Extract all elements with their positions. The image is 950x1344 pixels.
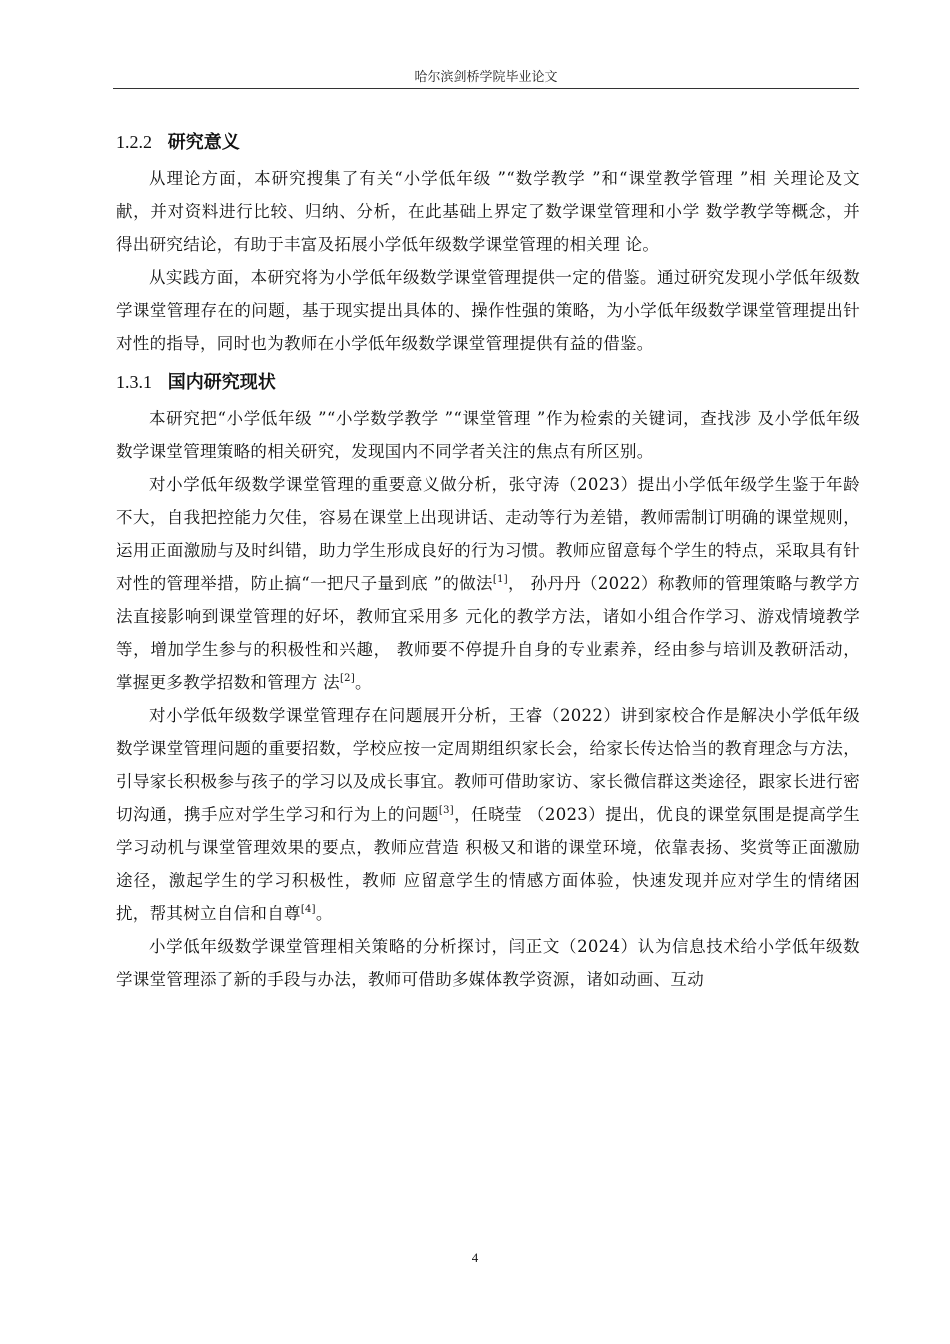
citation-1: [1] (492, 574, 508, 585)
body-content (116, 122, 860, 996)
citation-4: [4] (300, 904, 316, 915)
paragraph-significance (116, 468, 860, 699)
section-title: 国内研究现状 (167, 372, 276, 393)
page-number: 4 (471, 1250, 479, 1265)
section-number: 1.3.1 (116, 372, 152, 392)
paragraph-text: ，任晓莹 （2023）提出，优良的课堂氛围是提高学生学习动机与课堂管理效果的要点，教师应营造 积极又和谐的课堂环境，依靠表扬、奖赏等正面激励途径，激起学生的学习积极性，教师 应留意学生的情感方面体验，快速发现并应对学生的情绪困扰，帮其树立自信和自尊 (116, 805, 860, 923)
section-heading-1-2-2 (116, 122, 860, 162)
paragraph-strategies: 小学低年级数学课堂管理相关策略的分析探讨，闫正文（2024）认为信息技术给小学低年级数学课堂管理添了新的手段与办法，教师可借助多媒体教学资源，诸如动画、互动 (116, 937, 860, 989)
header-rule (113, 88, 859, 89)
section-number: 1.2.2 (116, 132, 152, 152)
paragraph-text: 。 (355, 673, 372, 692)
citation-2: [2] (339, 673, 356, 684)
paragraph-problems (116, 699, 860, 930)
running-header: 哈尔滨剑桥学院毕业论文 (414, 70, 558, 85)
paragraph-theory: 从理论方面，本研究搜集了有关“小学低年级 ”“数学教学 ”和“课堂教学管理 ”相 关理论及文献，并对资料进行比较、归纳、分析，在此基础上界定了数学课堂管理和小学 数学教学等概念，并得出研究结论，有助于丰富及拓展小学低年级数学课堂管理的相关理 论。 (116, 169, 860, 254)
section-heading-1-3-1 (116, 362, 860, 402)
section-title: 研究意义 (167, 132, 240, 153)
paragraph-keywords: 本研究把“小学低年级 ”“小学数学教学 ”“课堂管理 ”作为检索的关键词，查找涉 及小学低年级数学课堂管理策略的相关研究，发现国内不同学者关注的焦点有所区别。 (116, 409, 860, 461)
paragraph-text: 对小学低年级数学课堂管理的重要意义做分析，张守涛（2023）提出小学低年级学生鉴于年龄不大，自我把控能力欠佳，容易在课堂上出现讲话、走动等行为差错，教师需制订明确的课堂规则，运用正面激励与及时纠错，助力学生形成良好的行为习惯。教师应留意每个学生的特点，采取具有针对性的管理举措，防止搞“一把尺子量到底 ”的做法 (116, 475, 860, 593)
citation-3: [3] (438, 805, 454, 816)
paragraph-practice: 从实践方面，本研究将为小学低年级数学课堂管理提供一定的借鉴。通过研究发现小学低年级数学课堂管理存在的问题，基于现实提出具体的、操作性强的策略，为小学低年级数学课堂管理提出针对性的指导，同时也为教师在小学低年级数学课堂管理提供有益的借鉴。 (116, 268, 860, 353)
paragraph-text: ， 孙丹丹（2022）称教师的管理策略与教学方法直接影响到课堂管理的好坏，教师宜采用多 元化的教学方法，诸如小组合作学习、游戏情境教学等，增加学生参与的积极性和兴趣， 教师要不停提升自身的专业素养，经由参与培训及教研活动，掌握更多教学招数和管理方 法 (116, 574, 860, 692)
paragraph-text: 对小学低年级数学课堂管理存在问题展开分析，王睿（2022）讲到家校合作是解决小学低年级数学课堂管理问题的重要招数，学校应按一定周期组织家长会，给家长传达恰当的教育理念与方法，引导家长积极参与孩子的学习以及成长事宜。教师可借助家访、家长微信群这类途径，跟家长进行密切沟通，携手应对学生学习和行为上的问题 (116, 706, 860, 824)
paragraph-text: 。 (315, 904, 333, 923)
